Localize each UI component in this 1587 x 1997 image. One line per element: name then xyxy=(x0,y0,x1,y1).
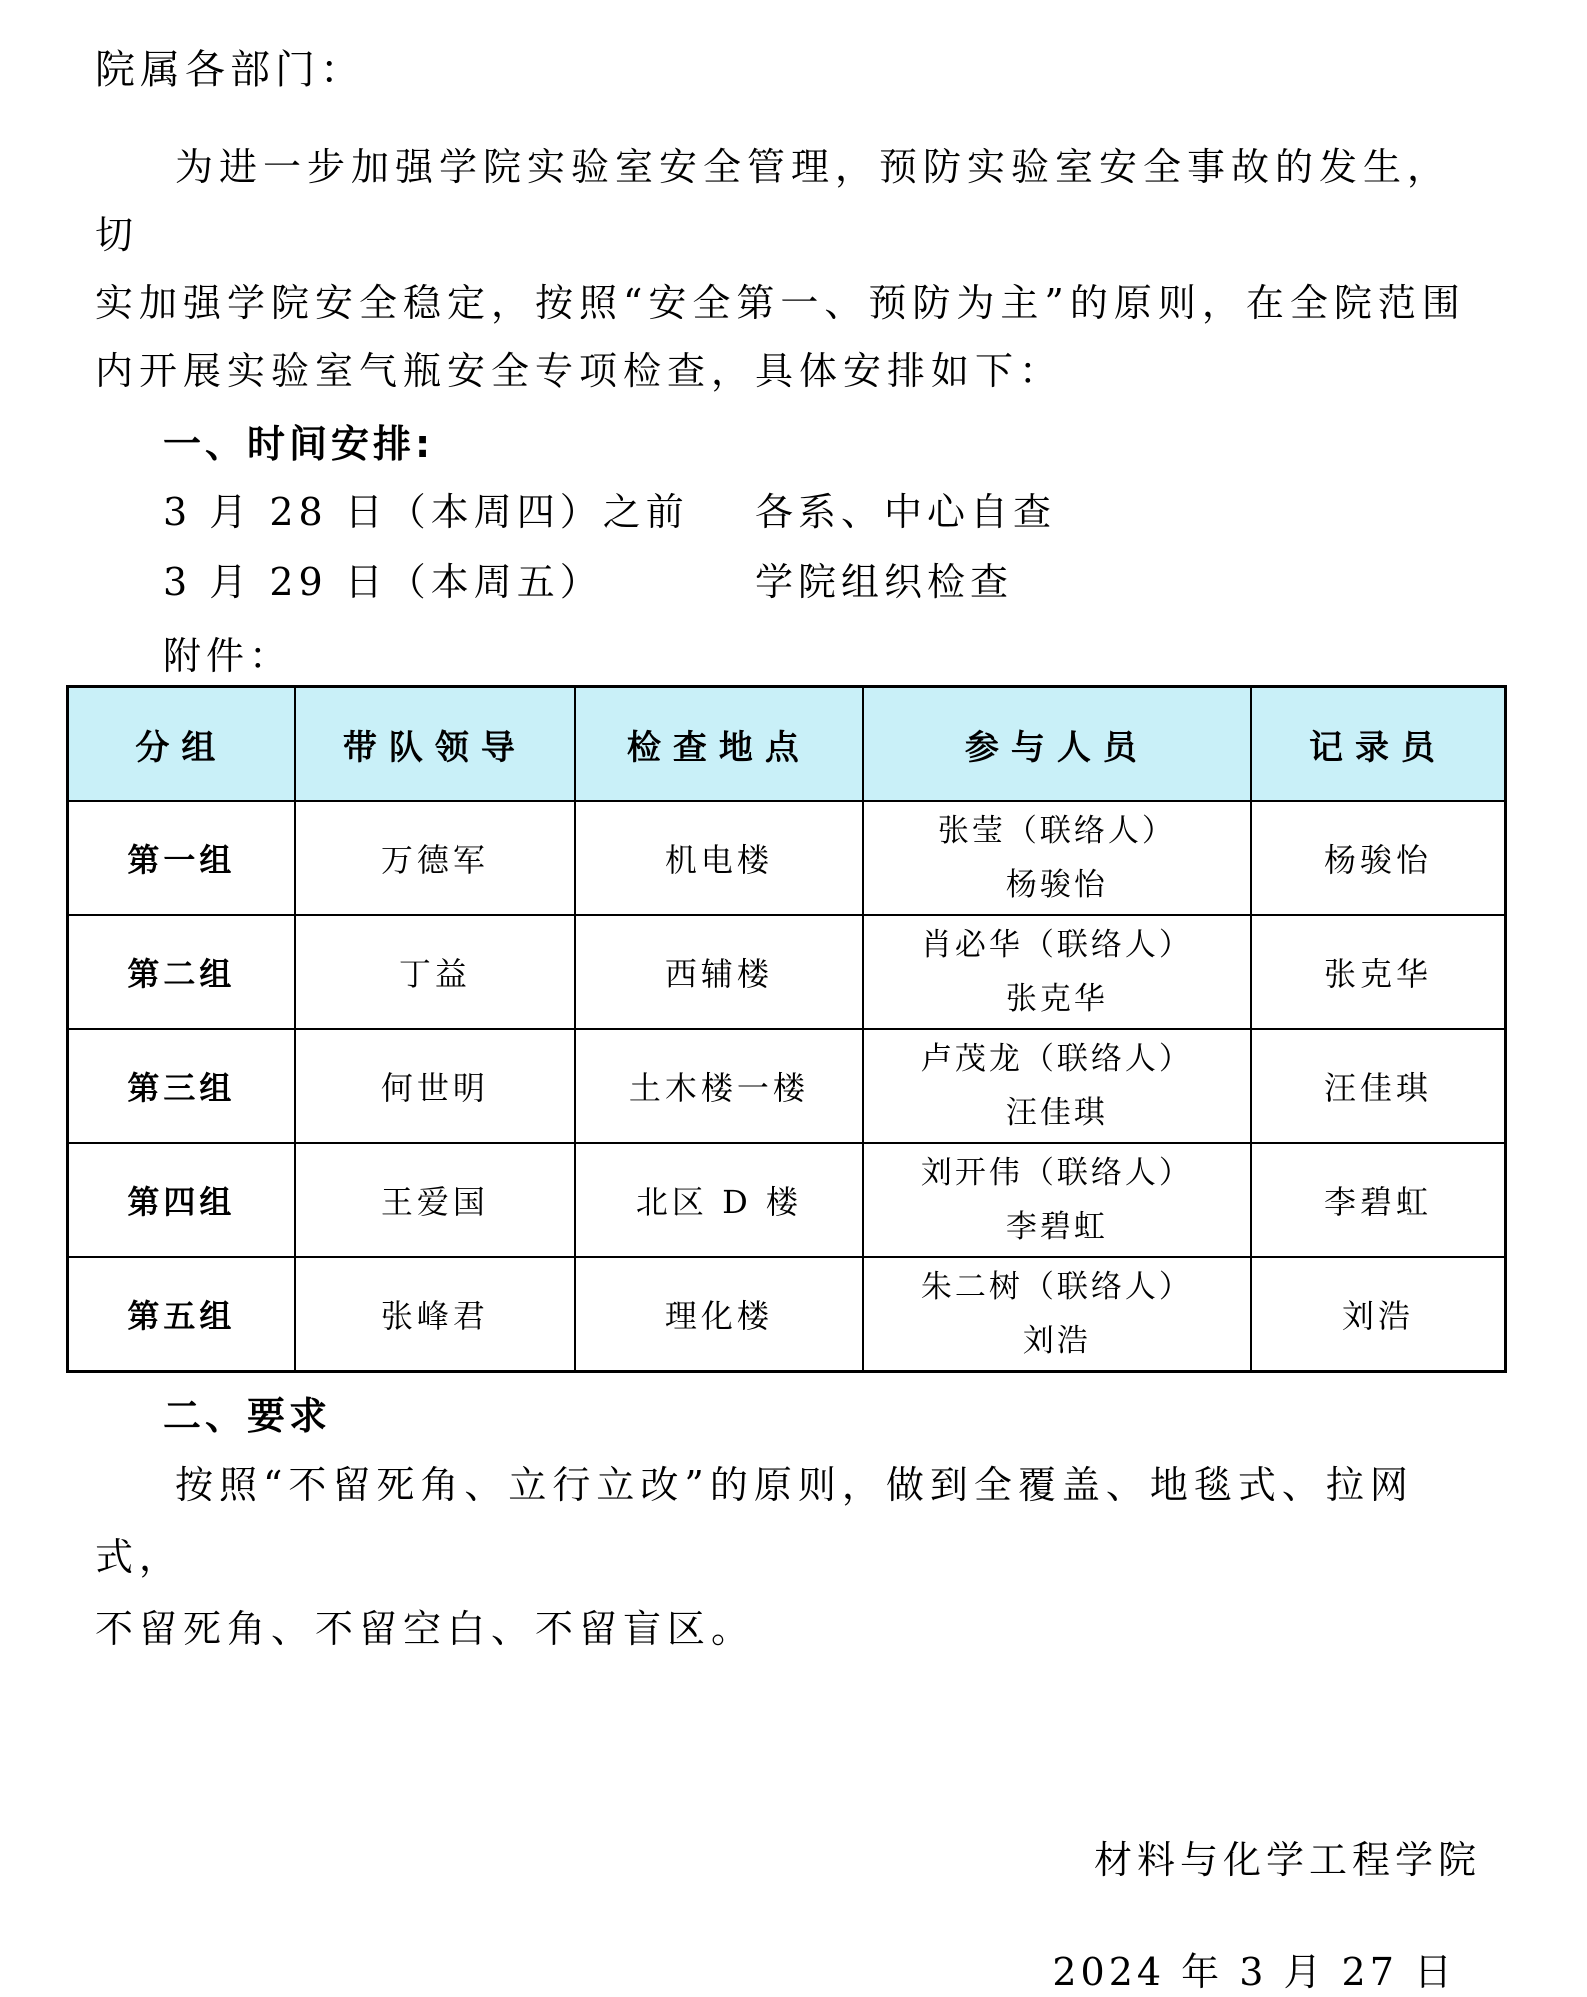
requirements-paragraph xyxy=(95,1449,1492,1665)
salutation: 院属各部门： xyxy=(95,47,365,93)
schedule-time: 3 月 29 日（本周五） xyxy=(163,560,603,604)
cell-location: 机电楼 xyxy=(575,801,863,915)
participant-line: 张莹（联络人） xyxy=(937,813,1176,849)
intro-line: 实加强学院安全稳定，按照“安全第一、预防为主”的原则，在全院范围 xyxy=(95,281,1466,325)
table-row xyxy=(68,1029,1506,1143)
requirement-line: 按照“不留死角、立行立改”的原则，做到全覆盖、地毯式、拉网式， xyxy=(95,1463,1414,1579)
requirement-line: 不留死角、不留空白、不留盲区。 xyxy=(95,1607,756,1651)
cell-participants xyxy=(863,1029,1251,1143)
cell-leader: 何世明 xyxy=(295,1029,575,1143)
cell-leader: 万德军 xyxy=(295,801,575,915)
table-row xyxy=(68,915,1506,1029)
table-row xyxy=(68,1143,1506,1257)
participant-line: 汪佳琪 xyxy=(1005,1095,1108,1131)
cell-recorder: 李碧虹 xyxy=(1251,1143,1506,1257)
participant-line: 刘浩 xyxy=(1022,1323,1091,1359)
cell-group: 第一组 xyxy=(68,801,295,915)
schedule-activity: 学院组织检查 xyxy=(755,560,1014,604)
cell-recorder: 张克华 xyxy=(1251,915,1506,1029)
header-cell-participants: 参与人员 xyxy=(863,687,1251,802)
cell-leader: 张峰君 xyxy=(295,1257,575,1372)
cell-leader: 丁益 xyxy=(295,915,575,1029)
intro-line: 为进一步加强学院实验室安全管理，预防实验室安全事故的发生，切 xyxy=(95,145,1452,257)
schedule-activity: 各系、中心自查 xyxy=(755,490,1057,534)
header-cell-leader: 带队领导 xyxy=(295,687,575,802)
cell-group: 第二组 xyxy=(68,915,295,1029)
header-cell-location: 检查地点 xyxy=(575,687,863,802)
schedule-row xyxy=(163,477,1492,547)
cell-location: 西辅楼 xyxy=(575,915,863,1029)
cell-recorder: 汪佳琪 xyxy=(1251,1029,1506,1143)
intro-line: 内开展实验室气瓶安全专项检查，具体安排如下： xyxy=(95,349,1064,393)
schedule-time: 3 月 28 日（本周四）之前 xyxy=(163,490,689,534)
participant-line: 李碧虹 xyxy=(1005,1209,1108,1245)
participant-line: 刘开伟（联络人） xyxy=(920,1155,1193,1191)
signature-date: 2024 年 3 月 27 日 xyxy=(1052,1950,1456,1994)
header-cell-recorder: 记录员 xyxy=(1251,687,1506,802)
signature-org: 材料与化学工程学院 xyxy=(1093,1838,1481,1882)
cell-recorder: 刘浩 xyxy=(1251,1257,1506,1372)
cell-group: 第四组 xyxy=(68,1143,295,1257)
table-row xyxy=(68,1257,1506,1372)
table-header-row xyxy=(68,687,1506,802)
cell-participants xyxy=(863,801,1251,915)
header-cell-group: 分组 xyxy=(68,687,295,802)
cell-location: 理化楼 xyxy=(575,1257,863,1372)
cell-leader: 王爱国 xyxy=(295,1143,575,1257)
participant-line: 卢茂龙（联络人） xyxy=(920,1041,1193,1077)
cell-group: 第三组 xyxy=(68,1029,295,1143)
inspection-table xyxy=(66,685,1507,1373)
participant-line: 杨骏怡 xyxy=(1005,867,1108,903)
cell-location: 土木楼一楼 xyxy=(575,1029,863,1143)
table-row xyxy=(68,801,1506,915)
cell-group: 第五组 xyxy=(68,1257,295,1372)
document-page xyxy=(0,45,1587,1993)
cell-participants xyxy=(863,915,1251,1029)
cell-recorder: 杨骏怡 xyxy=(1251,801,1506,915)
cell-location: 北区 D 楼 xyxy=(575,1143,863,1257)
section1-heading: 一、时间安排: xyxy=(163,422,435,466)
attachment-label: 附件： xyxy=(163,634,293,678)
cell-participants xyxy=(863,1257,1251,1372)
section2-heading: 二、要求 xyxy=(163,1394,332,1438)
participant-line: 张克华 xyxy=(1005,981,1108,1017)
schedule-row xyxy=(163,547,1492,617)
cell-participants xyxy=(863,1143,1251,1257)
intro-paragraph xyxy=(95,133,1492,405)
participant-line: 朱二树（联络人） xyxy=(920,1269,1193,1305)
participant-line: 肖必华（联络人） xyxy=(920,927,1193,963)
